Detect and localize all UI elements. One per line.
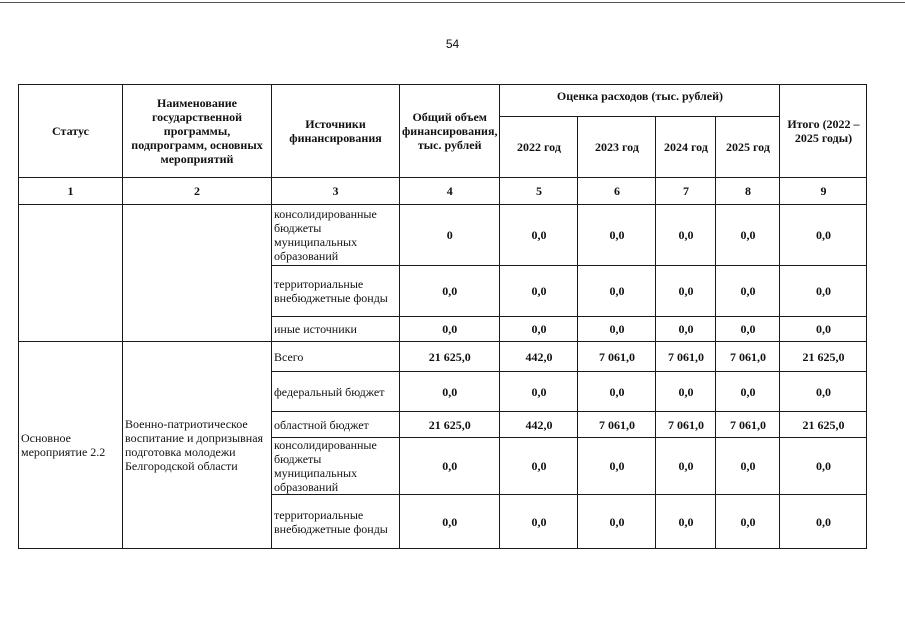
value-2023: 0,0 — [578, 438, 656, 495]
column-number: 8 — [716, 178, 780, 205]
sum-value: 0,0 — [780, 495, 867, 549]
header-funding-sources: Источники финансирования — [272, 85, 400, 178]
value-2022: 442,0 — [500, 342, 578, 372]
value-2023: 0,0 — [578, 205, 656, 266]
total-value: 0,0 — [400, 495, 500, 549]
activity-name: Военно-патриотическое воспитание и допризывная подготовка молодежи Белгородской области — [123, 342, 272, 549]
header-year-2023: 2023 год — [578, 117, 656, 178]
header-year-2022: 2022 год — [500, 117, 578, 178]
column-number: 6 — [578, 178, 656, 205]
value-2024: 7 061,0 — [656, 412, 716, 438]
funding-source: территориальные внебюджетные фонды — [272, 266, 400, 317]
budget-table — [18, 84, 867, 549]
header-year-2024: 2024 год — [656, 117, 716, 178]
column-numbers-row — [19, 178, 867, 205]
total-value: 0,0 — [400, 317, 500, 342]
funding-source: Всего — [272, 342, 400, 372]
value-2025: 0,0 — [716, 266, 780, 317]
funding-source: консолидированные бюджеты муниципальных образований — [272, 205, 400, 266]
funding-source: иные источники — [272, 317, 400, 342]
value-2025: 7 061,0 — [716, 342, 780, 372]
value-2024: 0,0 — [656, 205, 716, 266]
value-2024: 7 061,0 — [656, 342, 716, 372]
sum-value: 0,0 — [780, 438, 867, 495]
sum-value: 0,0 — [780, 317, 867, 342]
value-2022: 442,0 — [500, 412, 578, 438]
header-status: Статус — [19, 85, 123, 178]
value-2024: 0,0 — [656, 495, 716, 549]
funding-source: федеральный бюджет — [272, 372, 400, 412]
header-year-2025: 2025 год — [716, 117, 780, 178]
total-value: 21 625,0 — [400, 342, 500, 372]
value-2022: 0,0 — [500, 266, 578, 317]
value-2023: 0,0 — [578, 372, 656, 412]
value-2024: 0,0 — [656, 317, 716, 342]
header-estimate-group: Оценка расходов (тыс. рублей) — [500, 85, 780, 117]
page-number: 54 — [445, 37, 460, 51]
activity-status: Основное мероприятие 2.2 — [19, 342, 123, 549]
value-2025: 0,0 — [716, 317, 780, 342]
value-2023: 7 061,0 — [578, 412, 656, 438]
value-2025: 0,0 — [716, 372, 780, 412]
total-value: 0 — [400, 205, 500, 266]
sum-value: 0,0 — [780, 266, 867, 317]
value-2025: 7 061,0 — [716, 412, 780, 438]
value-2024: 0,0 — [656, 266, 716, 317]
column-number: 9 — [780, 178, 867, 205]
value-2023: 7 061,0 — [578, 342, 656, 372]
value-2025: 0,0 — [716, 495, 780, 549]
total-value: 0,0 — [400, 438, 500, 495]
value-2024: 0,0 — [656, 372, 716, 412]
value-2023: 0,0 — [578, 266, 656, 317]
total-value: 21 625,0 — [400, 412, 500, 438]
sum-value: 21 625,0 — [780, 412, 867, 438]
table-row — [19, 205, 867, 266]
value-2022: 0,0 — [500, 205, 578, 266]
total-value: 0,0 — [400, 372, 500, 412]
funding-source: территориальные внебюджетные фонды — [272, 495, 400, 549]
table-row — [19, 342, 867, 372]
status-cell-empty — [19, 205, 123, 342]
funding-source: областной бюджет — [272, 412, 400, 438]
column-number: 7 — [656, 178, 716, 205]
sum-value: 0,0 — [780, 205, 867, 266]
value-2022: 0,0 — [500, 438, 578, 495]
column-number: 5 — [500, 178, 578, 205]
column-number: 3 — [272, 178, 400, 205]
value-2022: 0,0 — [500, 372, 578, 412]
column-number: 2 — [123, 178, 272, 205]
header-total-period: Итого (2022 – 2025 годы) — [780, 85, 867, 178]
top-rule — [0, 2, 905, 3]
value-2025: 0,0 — [716, 438, 780, 495]
sum-value: 21 625,0 — [780, 342, 867, 372]
name-cell-empty — [123, 205, 272, 342]
total-value: 0,0 — [400, 266, 500, 317]
header-total-volume: Общий объем финансирования, тыс. рублей — [400, 85, 500, 178]
value-2023: 0,0 — [578, 495, 656, 549]
column-number: 4 — [400, 178, 500, 205]
value-2025: 0,0 — [716, 205, 780, 266]
column-number: 1 — [19, 178, 123, 205]
sum-value: 0,0 — [780, 372, 867, 412]
header-program-name: Наименование государственной программы, подпрограмм, основных мероприятий — [123, 85, 272, 178]
value-2023: 0,0 — [578, 317, 656, 342]
value-2022: 0,0 — [500, 495, 578, 549]
header-row — [19, 85, 867, 117]
value-2024: 0,0 — [656, 438, 716, 495]
value-2022: 0,0 — [500, 317, 578, 342]
funding-source: консолидированные бюджеты муниципальных образований — [272, 438, 400, 495]
